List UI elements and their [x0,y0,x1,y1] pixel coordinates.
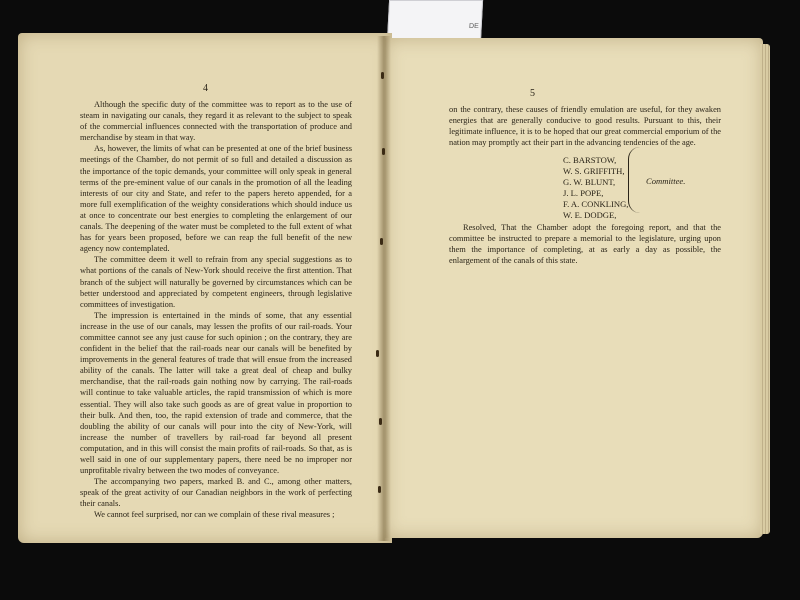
left-page-text [80,99,352,521]
resolution-text [449,222,721,266]
archive-tag [387,0,483,42]
binding-stitch [380,238,383,245]
committee-member: W. E. DODGE, [563,210,617,220]
committee-brace [628,147,641,213]
binding-stitch [382,148,385,155]
committee-label: Committee. [646,176,686,186]
archive-tag-text: DE [468,23,479,30]
right-page-number: 5 [530,88,535,99]
committee-member: J. L. POPE, [563,188,604,198]
binding-stitch [376,350,379,357]
left-paragraph: The impression is entertained in the minds of some, that any essential increase in the use of our canals, may lessen the profits of our rail-roads. Your committee cannot see any just cause for such opinion ; on the contrary, they are confident in the belief that the rail-roads near our canals will be benefited by improvements in the general features of trade that will ensue from the increased ability of the canals. The latter will take a great deal of cheap and bulky merchandise, that the rail-roads gain nothing now by carrying. The rail-roads will continue to take valuable articles, the rapid transmission of which is more essential. They will also take such goods as are of great value in proportion to their bulk. And then, too, the rapid extension of trade and commerce, that the doubling the ability of our canals will pour into the city of New-York, will increase the number of travellers by rail-road far beyond all present computation, and in this will consist the main profits of rail-roads. So that, as is well said in one of our supplementary papers, there need be no improper nor unprofitable rivalry between the two modes of conveyance. [80,310,352,476]
binding-stitch [379,418,382,425]
resolution-paragraph: Resolved, That the Chamber adopt the foregoing report, and that the committee be instructed to prepare a memorial to the legislature, urging upon them the importance of completing, at as early a day as possible, the enlargement of the canals of this state. [449,223,721,266]
right-page-text [449,104,721,148]
binding-stitch [378,486,381,493]
committee-member: C. BARSTOW, [563,155,617,165]
left-paragraph: Although the specific duty of the committee was to report as to the use of steam in navigating our canals, they regard it as relevant to the subject to speak of the commercial influences connected with the transportation of produce and merchandise by steam in that way. [80,100,352,143]
committee-list [563,155,628,221]
book-spine [377,36,391,541]
right-paragraph: on the contrary, these causes of friendly emulation are useful, for they awaken energies that are generally conducive to good results. Pursuant to this, their legitimate influence, it is to be hoped that our great commercial emporium of the nation may promptly act their part in the advancing tendencies of the age. [449,105,721,148]
page-edges [760,44,770,534]
binding-stitch [381,72,384,79]
committee-member: F. A. CONKLING, [563,199,629,209]
left-paragraph: As, however, the limits of what can be presented at one of the brief business meetings of the Chamber, do not permit of so full and detailed a discussion as the importance of the topic demands, your committee will only speak in general terms of the pre-eminent value of our canals in the promotion of all the leading interests of our city and State, and refer to the papers hereto appended, for a more full exemplification of the weighty considerations which should induce us at once to concentrate our best energies to completing the enlargement of our canals. The deepening of the water must be completed to the full extent of what has for years been proposed, before we can reap the full benefit of the new agency now contemplated. [80,144,352,254]
left-page-number: 4 [203,83,208,94]
left-paragraph: The accompanying two papers, marked B. and C., among other matters, speak of the great activity of our Canadian neighbors in the work of perfecting their canals. [80,477,352,509]
left-paragraph: We cannot feel surprised, nor can we complain of these rival measures ; [94,510,335,520]
committee-member: W. S. GRIFFITH, [563,166,625,176]
left-paragraph: The committee deem it well to refrain from any special suggestions as to what portions of the canals of New-York should receive the first attention. That branch of the subject will naturally be governed by circumstances which can be better understood and appreciated by competent engineers, through legislative committees of investigation. [80,255,352,309]
committee-member: G. W. BLUNT, [563,177,616,187]
